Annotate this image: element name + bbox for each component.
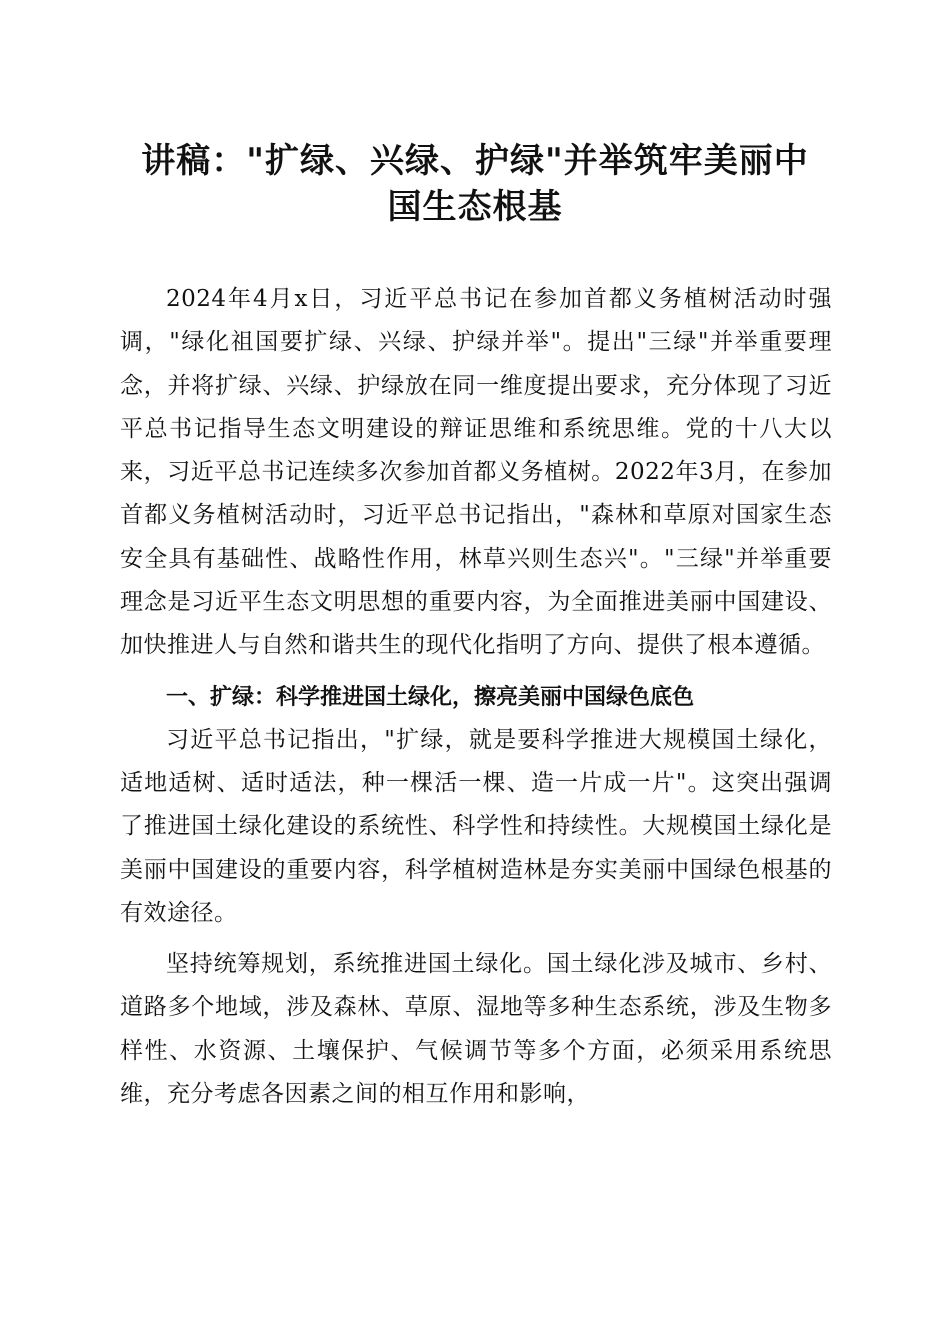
section-1-paragraph-1: 习近平总书记指出，"扩绿，就是要科学推进大规模国土绿化，适地适树、适时适法，种一棵活一棵、造一片成一片"。这突出强调了推进国土绿化建设的系统性、科学性和持续性。大规模国土绿化是美丽中国建设的重要内容，科学植树造林是夯实美丽中国绿色根基的有效途径。 — [120, 726, 832, 926]
title-line-1: 讲稿："扩绿、兴绿、护绿"并举筑牢美丽中 — [141, 141, 809, 181]
section-1-paragraph-2: 坚持统筹规划，系统推进国土绿化。国土绿化涉及城市、乡村、道路多个地域，涉及森林、草原、湿地等多种生态系统，涉及生物多样性、水资源、土壤保护、气候调节等多个方面，必须采用系统思维，充分考虑各因素之间的相互作用和影响， — [120, 951, 832, 1108]
document-body — [120, 278, 832, 1116]
section-heading-1: 一、扩绿：科学推进国土绿化，擦亮美丽中国绿色底色 — [166, 684, 695, 710]
title-line-2: 国生态根基 — [387, 187, 563, 227]
intro-paragraph: 2024年4月x日，习近平总书记在参加首都义务植树活动时强调，"绿化祖国要扩绿、兴绿、护绿并举"。提出"三绿"并举重要理念，并将扩绿、兴绿、护绿放在同一维度提出要求，充分体现了习近平总书记指导生态文明建设的辩证思维和系统思维。党的十八大以来，习近平总书记连续多次参加首都义务植树。2022年3月，在参加首都义务植树活动时，习近平总书记指出，"森林和草原对国家生态安全具有基础性、战略性作用，林草兴则生态兴"。"三绿"并举重要理念是习近平生态文明思想的重要内容，为全面推进美丽中国建设、加快推进人与自然和谐共生的现代化指明了方向、提供了根本遵循。 — [120, 286, 832, 659]
document-title — [100, 138, 850, 230]
